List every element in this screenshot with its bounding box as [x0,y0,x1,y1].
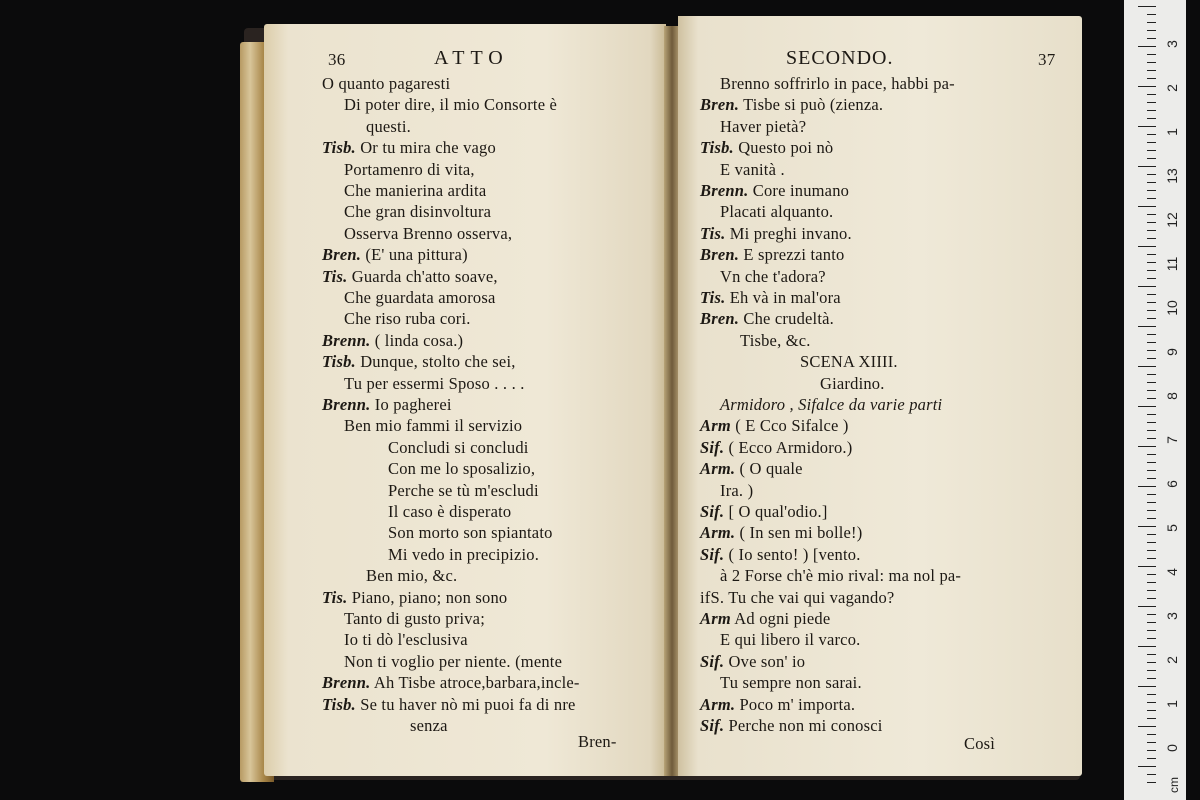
line-text: Con me lo sposalizio, [388,459,536,479]
line-text: [ O qual'odio.] [728,502,828,521]
line-text: Questo poi nò [738,138,834,158]
line-text: Guarda ch'atto soave, [351,266,498,286]
speaker-label: Arm [700,609,731,628]
line-text: Or tu mira che vago [360,138,496,158]
ruler-tick [1147,622,1156,623]
right-page [678,16,1082,776]
ruler-tick [1147,654,1156,655]
line-text: Tisbe si può (zienza. [743,95,884,115]
ruler-label: 5 [1164,524,1180,532]
ruler-tick [1147,750,1156,751]
text-line [322,588,507,608]
ruler-tick [1147,382,1156,383]
speaker-label: Tis. [322,266,348,286]
text-line [700,459,803,479]
ruler-tick [1147,358,1156,359]
ruler-tick [1147,510,1156,511]
ruler-label: 11 [1164,256,1180,272]
line-text: Ira. ) [720,480,754,500]
ruler-tick [1147,190,1156,191]
text-line [322,352,516,372]
left-page [264,24,666,776]
ruler-tick [1138,206,1156,207]
line-text: Piano, piano; non sono [351,587,508,607]
ruler-tick [1147,222,1156,223]
speaker-label: Tis. [700,223,726,243]
ruler-tick [1147,214,1156,215]
ruler-tick [1138,446,1156,447]
line-text: ( Io sento! ) [vento. [728,544,861,564]
ruler-tick [1147,270,1156,271]
line-text: Giardino. [820,373,885,393]
page-number-left: 36 [328,50,346,69]
ruler-tick [1147,582,1156,583]
line-text: O quanto pagaresti [322,74,451,93]
ruler-tick [1147,110,1156,111]
ruler-label: 10 [1164,300,1180,316]
ruler-tick [1138,526,1156,527]
ruler-tick [1147,438,1156,439]
ruler-tick [1147,174,1156,175]
ruler-tick [1138,566,1156,567]
text-line [700,245,844,265]
text-line [700,523,862,543]
ruler-tick [1147,238,1156,239]
ruler-tick [1147,38,1156,39]
text-line [344,224,512,244]
speaker-label: Arm. [700,523,736,543]
ruler-tick [1147,54,1156,55]
ruler-tick [1147,662,1156,663]
ruler-tick [1147,782,1156,783]
line-text: ( In sen mi bolle!) [739,523,863,543]
ruler-tick [1147,694,1156,695]
text-line [700,224,852,244]
ruler-label: 7 [1164,436,1180,444]
ruler-tick [1147,470,1156,471]
line-text: questi. [366,116,411,136]
ruler-tick [1147,678,1156,679]
ruler-tick [1147,302,1156,303]
ruler-tick [1147,614,1156,615]
speaker-label: Sif. [700,544,725,564]
ruler-tick [1147,742,1156,743]
ruler-tick [1147,430,1156,431]
line-text: Io ti dò l'esclusiva [344,630,468,650]
ruler-tick [1147,230,1156,231]
text-line [700,138,833,158]
text-line [720,267,826,287]
ruler-tick [1147,574,1156,575]
ruler-tick [1147,422,1156,423]
line-text: Haver pietà? [720,116,807,136]
speaker-label: Sif. [700,651,725,671]
ruler-tick [1147,550,1156,551]
ruler-tick [1147,30,1156,31]
ruler-tick [1147,262,1156,263]
ruler-tick [1138,86,1156,87]
text-line [700,545,861,565]
ruler-tick [1147,198,1156,199]
ruler-label: 6 [1164,480,1180,488]
speaker-label: Bren. [322,245,362,265]
ruler-label: 8 [1164,392,1180,400]
speaker-label: Tisb. [700,138,734,158]
running-head-left: ATTO [434,47,509,69]
line-text: Tanto di gusto priva; [344,609,485,628]
text-line [344,288,496,308]
line-text: Ben mio, &c. [366,566,458,586]
speaker-label: Tisb. [322,352,356,372]
ruler-tick [1147,734,1156,735]
line-text: Che guardata amorosa [344,288,496,307]
line-text: E sprezzi tanto [743,245,845,265]
ruler-label: 12 [1164,212,1180,228]
text-line [344,309,471,329]
text-line [700,502,828,522]
line-text: ( Ecco Armidoro.) [728,437,853,457]
ruler-tick [1147,598,1156,599]
ruler-tick [1147,558,1156,559]
ruler-tick [1147,350,1156,351]
ruler-tick [1138,126,1156,127]
text-line [800,352,898,372]
ruler-tick [1138,6,1156,7]
line-text: Io pagherei [374,395,452,414]
speaker-label: Arm. [700,459,736,479]
ruler-tick [1147,134,1156,135]
line-text: ( linda cosa.) [374,330,464,350]
ruler-tick [1147,318,1156,319]
text-line [820,374,885,394]
ruler-tick [1147,78,1156,79]
ruler-tick [1147,158,1156,159]
text-line [388,438,529,458]
ruler-tick [1138,646,1156,647]
ruler-tick [1147,710,1156,711]
speaker-label: Bren. [700,95,740,115]
line-text: Perche non mi conosci [728,716,883,735]
ruler-label: 9 [1164,348,1180,356]
text-line [720,74,955,94]
text-line [720,202,833,222]
measuring-ruler [1124,0,1186,800]
ruler-tick [1147,670,1156,671]
ruler-tick [1147,14,1156,15]
line-text: E qui libero il varco. [720,630,861,650]
ruler-tick [1147,254,1156,255]
ruler-tick [1138,246,1156,247]
text-line [720,630,861,650]
text-line [344,630,468,650]
line-text: à 2 Forse ch'è mio rival: ma nol pa- [720,566,962,586]
ruler-label: 1 [1164,128,1180,136]
ruler-tick [1138,366,1156,367]
ruler-tick [1147,342,1156,343]
line-text: Armidoro , Sifalce da varie parti [720,395,943,414]
line-text: E vanità . [720,159,785,179]
text-line [388,502,511,522]
ruler-tick [1147,142,1156,143]
line-text: Il caso è disperato [388,502,512,521]
line-text: Tu sempre non sarai. [720,673,862,693]
text-line [740,331,811,351]
ruler-tick [1147,334,1156,335]
text-line [700,181,849,201]
speaker-label: Arm. [700,694,736,714]
speaker-label: Bren. [700,309,740,329]
line-text: Di poter dire, il mio Consorte è [344,95,558,115]
text-line [388,459,535,479]
line-text: SCENA XIIII. [800,352,898,372]
ruler-tick [1147,638,1156,639]
text-line [344,160,475,180]
line-text: Dunque, stolto che sei, [360,352,516,372]
text-line [322,74,450,94]
line-text: Che riso ruba cori. [344,309,471,329]
text-line [720,481,753,501]
ruler-label: 4 [1164,568,1180,576]
ruler-tick [1147,102,1156,103]
ruler-tick [1147,374,1156,375]
text-line [720,673,862,693]
ruler-label: 2 [1164,656,1180,664]
text-line [410,716,448,736]
ruler-tick [1147,590,1156,591]
line-text: Tisbe, &c. [740,330,811,350]
speaker-label: Tis. [322,587,348,607]
text-line [366,117,411,137]
line-text: Placati alquanto. [720,202,834,222]
ruler-tick [1147,414,1156,415]
text-line [700,652,805,672]
ruler-tick [1147,718,1156,719]
text-line [700,609,830,629]
ruler-tick [1147,390,1156,391]
line-text: Son morto son spiantato [388,523,553,543]
ruler-tick [1138,766,1156,767]
line-text: Poco m' importa. [739,694,856,714]
line-text: Ad ogni piede [734,609,831,628]
line-text: ( E Cco Sifalce ) [735,416,849,436]
ruler-tick [1138,486,1156,487]
text-line [700,695,855,715]
ruler-tick [1147,22,1156,23]
line-text: Perche se tù m'escludi [388,480,539,500]
ruler-tick [1138,606,1156,607]
ruler-tick [1147,502,1156,503]
text-line [700,309,834,329]
speaker-label: Brenn. [322,330,371,350]
ruler-tick [1147,94,1156,95]
line-text: ( O quale [739,459,803,479]
ruler-tick [1147,702,1156,703]
line-text: ifS. Tu che vai qui vagando? [700,587,895,607]
text-line [344,609,485,629]
line-text: Brenno soffrirlo in pace, habbi pa- [720,74,955,93]
ruler-tick [1138,46,1156,47]
line-text: Eh và in mal'ora [729,288,841,307]
text-line [700,438,852,458]
ruler-tick [1147,630,1156,631]
ruler-tick [1147,774,1156,775]
ruler-tick [1147,150,1156,151]
text-line [322,331,463,351]
text-line [700,416,849,436]
ruler-tick [1147,518,1156,519]
speaker-label: Brenn. [700,181,749,200]
speaker-label: Brenn. [322,395,371,414]
ruler-label: 2 [1164,84,1180,92]
text-line [720,117,806,137]
ruler-tick [1147,542,1156,543]
text-line [388,481,539,501]
text-line [366,566,457,586]
speaker-label: Arm [700,416,731,436]
line-text: (E' una pittura) [365,245,468,265]
text-line [322,267,498,287]
line-text: Che crudeltà. [743,309,834,329]
line-text: Concludi si concludi [388,437,529,457]
line-text: Se tu haver nò mi puoi fa di nre [360,694,576,714]
running-head-right: SECONDO. [786,47,894,69]
ruler-tick [1147,278,1156,279]
text-line [344,652,562,672]
line-text: Ah Tisbe atroce,barbara,incle- [373,673,580,693]
speaker-label: Brenn. [322,673,371,693]
ruler-tick [1138,286,1156,287]
ruler-tick [1147,494,1156,495]
text-line [344,416,522,436]
text-line [720,566,961,586]
line-text: Ove son' io [728,651,806,671]
text-line [720,395,942,415]
line-text: Che manierina ardita [344,181,487,200]
ruler-tick [1147,478,1156,479]
ruler-tick [1138,406,1156,407]
line-text: Non ti voglio per niente. (mente [344,651,563,671]
text-line [700,716,883,736]
text-line [322,395,452,415]
line-text: Che gran disinvoltura [344,202,492,222]
ruler-tick [1147,454,1156,455]
text-line [700,588,894,608]
text-line [344,202,491,222]
ruler-tick [1138,326,1156,327]
text-line [322,245,468,265]
ruler-tick [1138,686,1156,687]
ruler-label: 0 [1164,744,1180,752]
speaker-label: Tisb. [322,694,356,714]
line-text: Mi vedo in precipizio. [388,544,540,564]
ruler-tick [1147,118,1156,119]
text-line [322,138,496,158]
ruler-tick [1147,534,1156,535]
catchword-left: Bren- [578,732,617,751]
text-line [388,523,553,543]
text-line [700,95,883,115]
speaker-label: Sif. [700,437,725,457]
speaker-label: Bren. [700,245,740,265]
ruler-label: 1 [1164,700,1180,708]
speaker-label: Tisb. [322,138,356,158]
ruler-label: 13 [1164,168,1180,184]
text-line [344,181,486,201]
ruler-tick [1138,726,1156,727]
line-text: Vn che t'adora? [720,266,826,286]
ruler-label: 3 [1164,40,1180,48]
page-number-right: 37 [1038,50,1056,69]
ruler-unit: cm [1167,777,1181,793]
ruler-tick [1147,398,1156,399]
ruler-tick [1147,70,1156,71]
text-line [388,545,539,565]
ruler-tick [1147,310,1156,311]
ruler-tick [1138,166,1156,167]
ruler-tick [1147,62,1156,63]
text-line [322,673,580,693]
line-text: Portamenro di vita, [344,159,475,179]
speaker-label: Sif. [700,502,725,521]
line-text: Tu per essermi Sposo . . . . [344,373,525,393]
ruler-tick [1147,758,1156,759]
text-line [344,374,525,394]
text-line [700,288,841,308]
line-text: Mi preghi invano. [729,223,852,243]
ruler-tick [1147,462,1156,463]
catchword-right: Così [964,734,996,753]
line-text: Osserva Brenno osserva, [344,223,513,243]
line-text: Core inumano [752,181,850,200]
text-line [322,695,576,715]
open-book [244,14,1084,780]
line-text: senza [410,716,448,735]
ruler-tick [1147,182,1156,183]
ruler-label: 3 [1164,612,1180,620]
line-text: Ben mio fammi il servizio [344,416,523,436]
text-line [720,160,785,180]
speaker-label: Sif. [700,716,725,735]
speaker-label: Tis. [700,288,726,307]
ruler-tick [1147,294,1156,295]
text-line [344,95,557,115]
